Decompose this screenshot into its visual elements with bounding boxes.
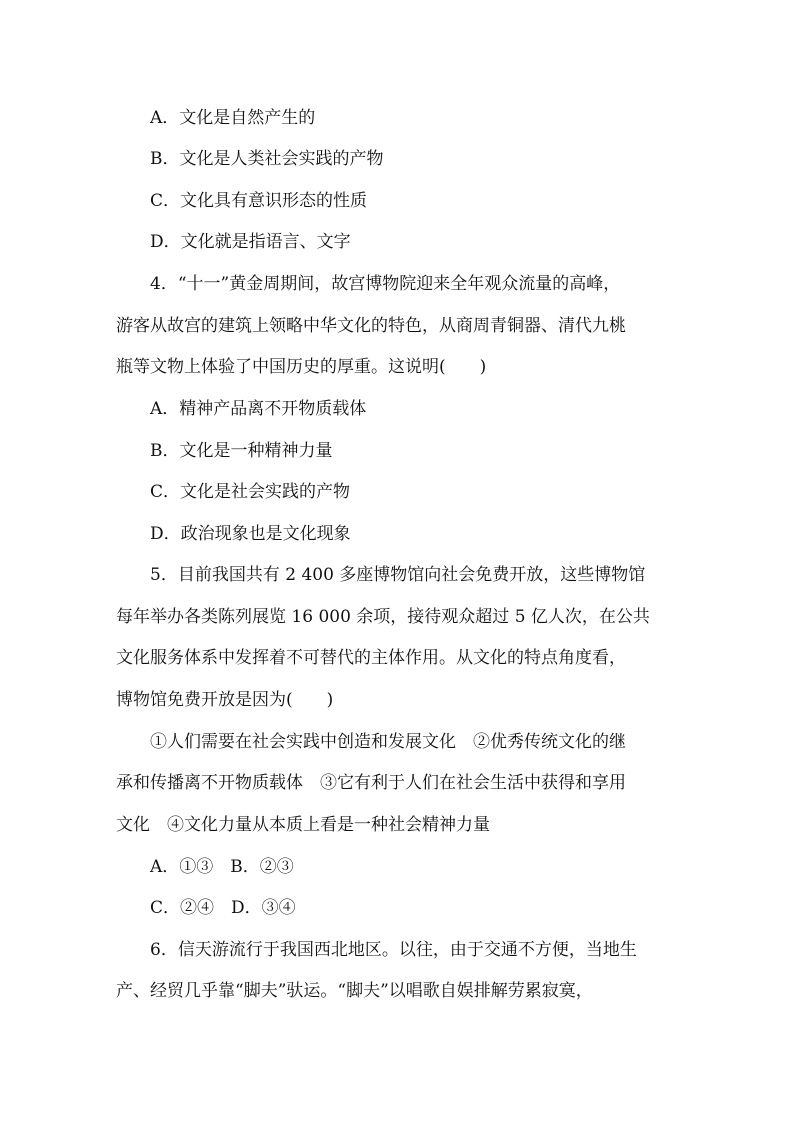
q5-stem-line: 每年举办各类陈列展览 16 000 余项，接待观众超过 5 亿人次，在公共 — [116, 607, 650, 627]
q4-stem-line: 瓶等文物上体验了中国历史的厚重。这说明( ) — [116, 357, 487, 377]
q4-stem-line: 游客从故宫的建筑上领略中华文化的特色，从商周青铜器、清代九桃 — [116, 316, 626, 336]
q4-option-b: B．文化是一种精神力量 — [150, 441, 333, 461]
q5-stem-line: 文化服务体系中发挥着不可替代的主体作用。从文化的特点角度看， — [116, 648, 626, 668]
q6-stem-line: 6．信天游流行于我国西北地区。以往，由于交通不方便，当地生 — [150, 940, 637, 960]
q4-option-a: A．精神产品离不开物质载体 — [150, 399, 367, 419]
q3-option-c: C．文化具有意识形态的性质 — [150, 191, 368, 211]
q4-stem-line: 4．“十一”黄金周期间，故宫博物院迎来全年观众流量的高峰， — [150, 274, 621, 294]
q5-statement-line: 承和传播离不开物质载体 ③它有利于人们在社会生活中获得和享用 — [116, 773, 626, 793]
q5-stem-line: 博物馆免费开放是因为( ) — [116, 690, 334, 710]
q3-option-d: D．文化就是指语言、文字 — [150, 232, 351, 252]
q5-statement-line: ①人们需要在社会实践中创造和发展文化 ②优秀传统文化的继 — [150, 732, 626, 752]
q5-stem-line: 5．目前我国共有 2 400 多座博物馆向社会免费开放，这些博物馆 — [150, 565, 646, 585]
q4-option-c: C．文化是社会实践的产物 — [150, 482, 351, 502]
q4-option-d: D．政治现象也是文化现象 — [150, 524, 351, 544]
q3-option-b: B．文化是人类社会实践的产物 — [150, 149, 384, 169]
q6-stem-line: 产、经贸几乎靠“脚夫”驮运。“脚夫”以唱歌自娱排解劳累寂寞， — [116, 981, 593, 1001]
q5-statement-line: 文化 ④文化力量从本质上看是一种社会精神力量 — [116, 815, 490, 835]
q5-options-cd: C．②④ D．③④ — [150, 898, 296, 918]
q5-options-ab: A．①③ B．②③ — [150, 857, 294, 877]
q3-option-a: A．文化是自然产生的 — [150, 108, 316, 128]
